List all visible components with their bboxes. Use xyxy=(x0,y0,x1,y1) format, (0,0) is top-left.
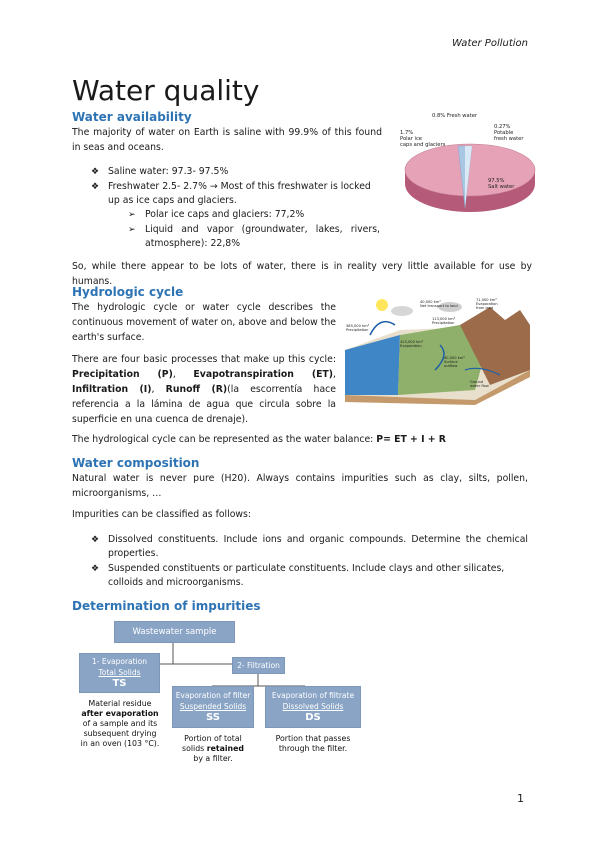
bullet-suspended: ❖ Suspended constituents or particulate constituents. Include clays and other silicates, colloids and microorganisms. xyxy=(91,563,505,588)
availability-intro: The majority of water on Earth is saline with 99.9% of this found in seas and oceans. xyxy=(72,127,382,153)
term-precipitation: Precipitation (P) xyxy=(72,369,173,380)
availability-heading: Water availability xyxy=(72,110,192,124)
ts-caption: Material residue after evaporation of a sample and its subsequent drying in an oven (103 °C). xyxy=(80,699,160,748)
sub-bullet-liquid: ➢ Liquid and vapor (groundwater, lakes, rivers, atmosphere): 22,8% xyxy=(128,224,380,249)
sub-bullet-ice: ➢ Polar ice caps and glaciers: 77,2% xyxy=(128,209,305,220)
arrow-bullet-icon: ➢ xyxy=(128,210,136,220)
evaporation-of-filter-box: Evaporation of filter Suspended Solids SS xyxy=(172,686,254,728)
availability-conclusion: So, while there appear to be lots of water, there is in reality very little available for use by humans. xyxy=(72,261,532,287)
diamond-bullet-icon: ❖ xyxy=(91,182,100,192)
figure-label-a: 40,000 km³ Net transport to land xyxy=(420,300,458,308)
water-distribution-pie-chart xyxy=(392,112,542,222)
term-infiltration: Infiltration (I) xyxy=(72,384,152,395)
page-title: Water quality xyxy=(72,74,260,107)
cloud-icon xyxy=(391,306,413,316)
ss-caption: Portion of total solids retained by a filter. xyxy=(182,734,244,763)
figure-label-g: Ground water flow xyxy=(470,380,489,388)
diamond-bullet-icon: ❖ xyxy=(91,167,100,177)
bullet-dissolved: ❖ Dissolved constituents. Include ions and organic compounds. Determine the chemical properties. xyxy=(91,534,528,559)
hydrologic-heading: Hydrologic cycle xyxy=(72,285,184,299)
wastewater-sample-box: Wastewater sample xyxy=(114,621,235,643)
pie-label-fresh-title-text: 0.8% Fresh water xyxy=(432,113,478,119)
sun-icon xyxy=(376,299,388,311)
arrow-bullet-icon: ➢ xyxy=(128,225,136,235)
evaporation-of-filtrate-box: Evaporation of filtrate Dissolved Solids DS xyxy=(265,686,361,728)
hydrologic-p1: The hydrologic cycle or water cycle describes the continuous movement of water on, above and below the earth's surface. xyxy=(72,302,336,343)
pie-label-fresh-title xyxy=(432,113,478,119)
hydrologic-p2: There are four basic processes that make up this cycle: Precipitation (P), Evapotranspiration (ET), Infiltration (I), Runoff (R)(la escorrentía hace referencia a la lámina de agua que circula sobre la superficie en una cuenca de drenaje). xyxy=(72,354,336,425)
ice-line-1: 1.7% xyxy=(400,130,414,136)
balance-equation: P= ET + I + R xyxy=(376,434,446,445)
term-evapotranspiration: Evapotranspiration (ET) xyxy=(193,369,334,380)
hydrologic-section xyxy=(72,285,336,427)
running-header: Water Pollution xyxy=(451,38,528,49)
figure-label-c: 113,000 km³ Precipitation xyxy=(432,317,456,325)
ds-caption: Portion that passes through the filter. xyxy=(275,734,351,753)
pie-label-saline: 97.5% Salt water xyxy=(488,178,515,190)
determination-heading: Determination of impurities xyxy=(72,599,261,613)
composition-section xyxy=(72,456,528,522)
diamond-bullet-icon: ❖ xyxy=(91,535,100,545)
composition-heading: Water composition xyxy=(72,456,200,470)
ice-line-2: Polar ice xyxy=(400,136,423,142)
page-number: 1 xyxy=(517,792,524,805)
filtration-box: 2- Filtration xyxy=(232,657,285,674)
composition-p2: Impurities can be classified as follows: xyxy=(72,509,251,520)
pie-label-potable: 0.27% Potable fresh water xyxy=(494,124,524,142)
bullet-saline: ❖ Saline water: 97.3- 97.5% xyxy=(91,166,229,177)
term-runoff: Runoff (R) xyxy=(165,384,228,395)
pie-label-ice xyxy=(400,130,446,148)
figure-label-e: 425,000 km³ Evaporation xyxy=(400,340,424,348)
diamond-bullet-icon: ❖ xyxy=(91,564,100,574)
figure-label-f: 40,000 km³ Surface outflow xyxy=(444,356,465,368)
evaporation-box: 1- Evaporation Total Solids TS xyxy=(79,653,160,693)
ice-line-3: caps and glaciers xyxy=(400,142,446,148)
bullet-freshwater: ❖ Freshwater 2.5- 2.7% → Most of this freshwater is locked up as ice caps and glaciers. xyxy=(91,181,371,206)
water-balance: The hydrological cycle can be represented as the water balance: P= ET + I + R xyxy=(72,434,446,445)
availability-section xyxy=(72,110,382,155)
figure-label-b: 71,000 km³ Evaporation from land xyxy=(476,298,498,310)
composition-p1: Natural water is never pure (H20). Always contains impurities such as clay, silts, pollen, microorganisms, … xyxy=(72,473,528,499)
figure-label-d: 385,000 km³ Precipitation xyxy=(346,324,370,332)
hydrologic-cycle-illustration xyxy=(340,295,530,405)
